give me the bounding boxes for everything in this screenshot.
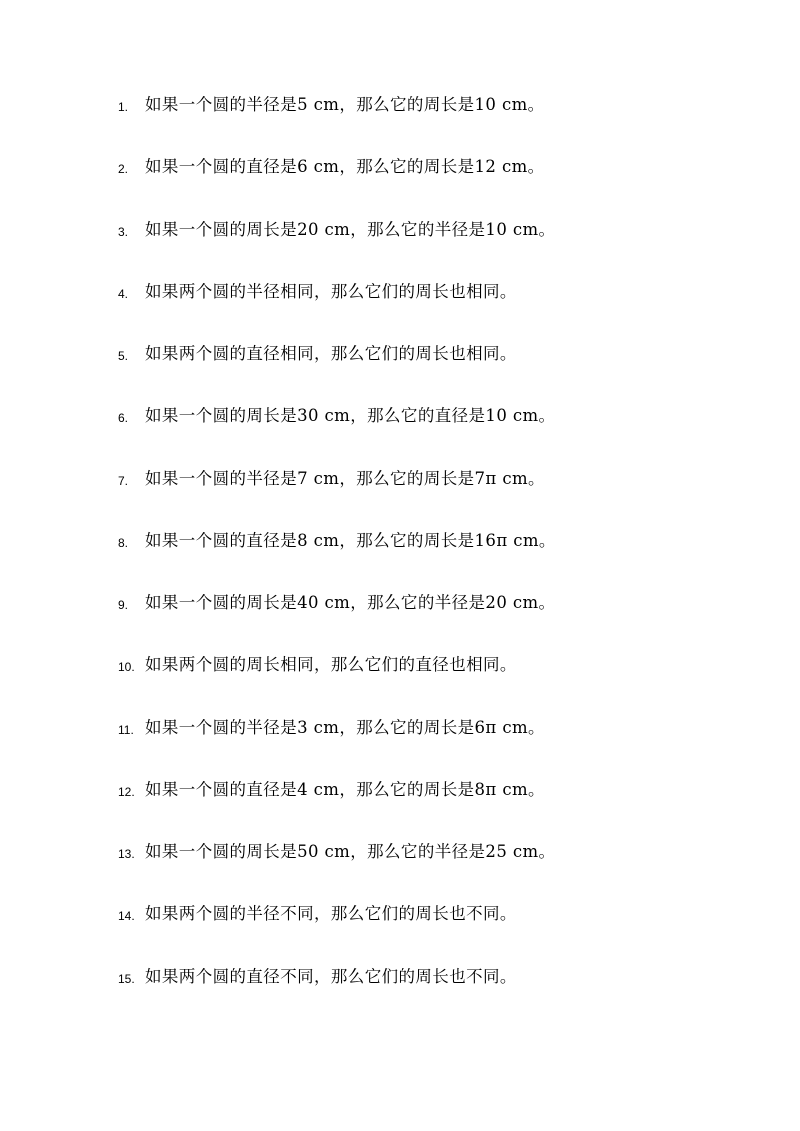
item-text: 如果一个圆的周长是50 cm，那么它的半径是25 cm。 <box>145 842 556 861</box>
list-item <box>118 93 738 155</box>
item-number: 6. <box>118 411 129 426</box>
item-text: 如果两个圆的半径相同，那么它们的周长也相同。 <box>145 281 517 301</box>
item-text: 如果一个圆的半径是5 cm，那么它的周长是10 cm。 <box>145 95 545 114</box>
list-item <box>118 840 738 902</box>
list-item <box>118 280 738 342</box>
list-item <box>118 902 738 964</box>
item-text: 如果两个圆的半径不同，那么它们的周长也不同。 <box>145 904 517 924</box>
item-text: 如果一个圆的周长是20 cm，那么它的半径是10 cm。 <box>145 219 556 239</box>
item-number: 4. <box>118 286 129 301</box>
item-text: 如果一个圆的周长是30 cm，那么它的直径是10 cm。 <box>145 406 556 426</box>
item-text: 如果一个圆的直径是6 cm，那么它的周长是12 cm。 <box>145 157 545 177</box>
item-number: 7. <box>118 473 129 488</box>
item-text: 如果两个圆的直径相同，那么它们的周长也相同。 <box>145 344 517 363</box>
list-item <box>118 653 738 715</box>
list-item <box>118 716 738 778</box>
item-number: 3. <box>118 224 129 239</box>
list-item <box>118 155 738 217</box>
item-number: 12. <box>118 784 135 799</box>
list-item <box>118 342 738 404</box>
list-item <box>118 778 738 840</box>
item-number: 14. <box>118 909 135 924</box>
item-number: 15. <box>118 971 135 986</box>
list-item <box>118 467 738 529</box>
item-text: 如果一个圆的直径是8 cm，那么它的周长是16π cm。 <box>145 530 556 550</box>
item-text: 如果一个圆的半径是3 cm，那么它的周长是6π cm。 <box>145 717 545 737</box>
item-number: 8. <box>118 535 129 550</box>
list-item <box>118 218 738 280</box>
item-number: 5. <box>118 349 129 363</box>
list-item <box>118 965 738 1027</box>
item-text: 如果两个圆的直径不同，那么它们的周长也不同。 <box>145 966 517 986</box>
item-number: 9. <box>118 598 129 612</box>
item-number: 11. <box>118 722 134 737</box>
item-number: 2. <box>118 162 129 177</box>
item-number: 10. <box>118 660 135 675</box>
item-text: 如果两个圆的周长相同，那么它们的直径也相同。 <box>145 655 517 675</box>
item-number: 1. <box>118 100 129 114</box>
item-text: 如果一个圆的直径是4 cm，那么它的周长是8π cm。 <box>145 779 545 799</box>
item-text: 如果一个圆的周长是40 cm，那么它的半径是20 cm。 <box>145 593 556 612</box>
list-item <box>118 591 738 653</box>
list-item <box>118 404 738 466</box>
item-text: 如果一个圆的半径是7 cm，那么它的周长是7π cm。 <box>145 468 545 488</box>
item-number: 13. <box>118 847 135 861</box>
statement-list <box>118 93 738 1027</box>
list-item <box>118 529 738 591</box>
